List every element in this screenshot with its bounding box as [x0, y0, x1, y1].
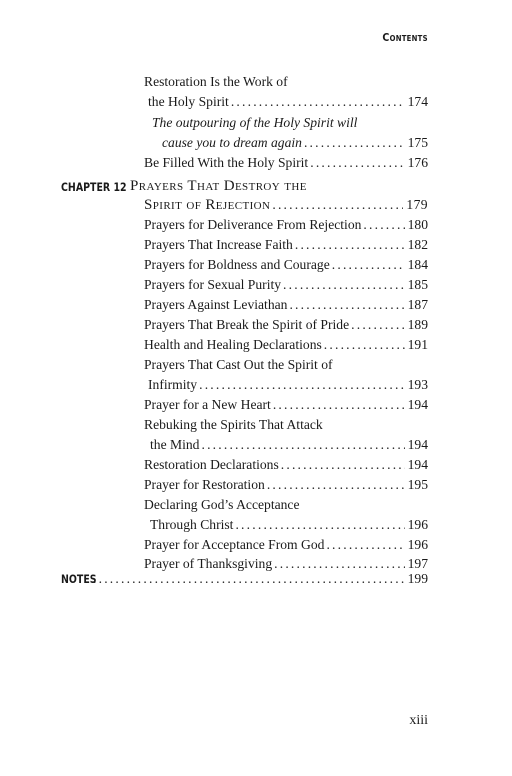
- toc-entry[interactable]: [144, 335, 428, 355]
- leader-dots: [235, 515, 404, 535]
- leader-dots: [310, 153, 404, 173]
- toc-entry-title: Prayer for a New Heart: [144, 397, 271, 412]
- toc-entry-line1: The outpouring of the Holy Spirit will: [152, 115, 358, 130]
- toc-entry[interactable]: [144, 435, 428, 455]
- toc-page-number: 189: [407, 317, 428, 332]
- toc-entry-title: Prayers for Deliverance From Rejection: [144, 217, 362, 232]
- leader-dots: [281, 455, 405, 475]
- running-header: Contents: [382, 31, 428, 44]
- leader-dots: [363, 215, 404, 235]
- toc-entry[interactable]: [144, 475, 428, 495]
- toc-entry[interactable]: [144, 92, 428, 112]
- toc-page-number: 196: [407, 537, 428, 552]
- toc-entry-line1: Restoration Is the Work of: [144, 74, 288, 89]
- toc-entry-title: Prayers Against Leviathan: [144, 297, 288, 312]
- toc-page-number: 197: [407, 556, 428, 571]
- chapter-label: CHAPTER 12: [61, 180, 127, 194]
- toc-page-number: 180: [407, 217, 428, 232]
- leader-dots: [283, 275, 405, 295]
- leader-dots: [351, 315, 404, 335]
- toc-entry-line1: Prayers That Cast Out the Spirit of: [144, 357, 333, 372]
- leader-dots: [93, 568, 405, 590]
- toc-entry[interactable]: [144, 535, 428, 555]
- toc-entry[interactable]: [144, 455, 428, 475]
- toc-page-number: 193: [407, 377, 428, 392]
- toc-page-number: 199: [407, 571, 428, 586]
- leader-dots: [295, 235, 405, 255]
- toc-page-number: 179: [406, 197, 428, 212]
- toc-page-number: 191: [407, 337, 428, 352]
- toc-page-number: 194: [407, 397, 428, 412]
- toc-entry-title: cause you to dream again: [162, 135, 302, 150]
- toc-entry-line1: Declaring God’s Acceptance: [144, 497, 300, 512]
- leader-dots: [304, 133, 405, 153]
- leader-dots: [289, 295, 404, 315]
- toc-page-number: 195: [407, 477, 428, 492]
- toc-entry-title: Prayers That Increase Faith: [144, 237, 293, 252]
- chapter-title-line2: Spirit of Rejection: [144, 197, 271, 213]
- toc-page-number: 184: [407, 257, 428, 272]
- toc-entry[interactable]: [144, 255, 428, 275]
- toc-entry-title: Prayer for Acceptance From God: [144, 537, 325, 552]
- toc-entry[interactable]: [144, 295, 428, 315]
- toc-entry[interactable]: [144, 395, 428, 415]
- toc-entry-title: Prayer for Restoration: [144, 477, 265, 492]
- chapter-title[interactable]: [144, 195, 428, 215]
- toc-entry-title: Health and Healing Declarations: [144, 337, 322, 352]
- leader-dots: [272, 195, 403, 215]
- toc-page-number: 185: [407, 277, 428, 292]
- toc-entry[interactable]: [144, 235, 428, 255]
- toc-entry-title: the Holy Spirit: [148, 94, 229, 109]
- toc-entry-title: Prayer of Thanksgiving: [144, 556, 273, 571]
- leader-dots: [332, 255, 405, 275]
- leader-dots: [231, 92, 405, 112]
- toc-entry-notes[interactable]: [61, 568, 428, 590]
- leader-dots: [326, 535, 404, 555]
- toc-page-number: 182: [407, 237, 428, 252]
- notes-label: NOTES: [61, 572, 97, 586]
- toc-entry-title: Infirmity: [148, 377, 198, 392]
- toc-entry-title: Prayers for Sexual Purity: [144, 277, 282, 292]
- toc-entry-title: Prayers That Break the Spirit of Pride: [144, 317, 350, 332]
- toc-page-number: 187: [407, 297, 428, 312]
- leader-dots: [201, 435, 404, 455]
- toc-page-number: 174: [407, 94, 428, 109]
- toc-entry-title: Through Christ: [150, 517, 234, 532]
- toc-page-number: 194: [407, 457, 428, 472]
- toc-entry-title: Prayers for Boldness and Courage: [144, 257, 330, 272]
- toc-entry[interactable]: [144, 375, 428, 395]
- leader-dots: [199, 375, 405, 395]
- toc-entry[interactable]: [144, 275, 428, 295]
- toc-page-number: 196: [407, 517, 428, 532]
- leader-dots: [324, 335, 405, 355]
- leader-dots: [273, 395, 405, 415]
- toc-page-number: 176: [407, 155, 428, 170]
- leader-dots: [267, 475, 405, 495]
- toc-entry[interactable]: [144, 215, 428, 235]
- toc-entry-line1: Rebuking the Spirits That Attack: [144, 417, 323, 432]
- toc-entry[interactable]: [144, 515, 428, 535]
- toc-entry-title: Be Filled With the Holy Spirit: [144, 155, 309, 170]
- toc-entry[interactable]: [144, 153, 428, 173]
- toc-entry-title: the Mind: [150, 437, 200, 452]
- chapter-title-line1: Prayers That Destroy the: [130, 178, 307, 194]
- toc-entry-title: Restoration Declarations: [144, 457, 279, 472]
- toc-entry[interactable]: [144, 133, 428, 153]
- toc-entry[interactable]: [144, 315, 428, 335]
- toc-page-number: 175: [407, 135, 428, 150]
- page-folio: xiii: [409, 713, 428, 728]
- toc-page-number: 194: [407, 437, 428, 452]
